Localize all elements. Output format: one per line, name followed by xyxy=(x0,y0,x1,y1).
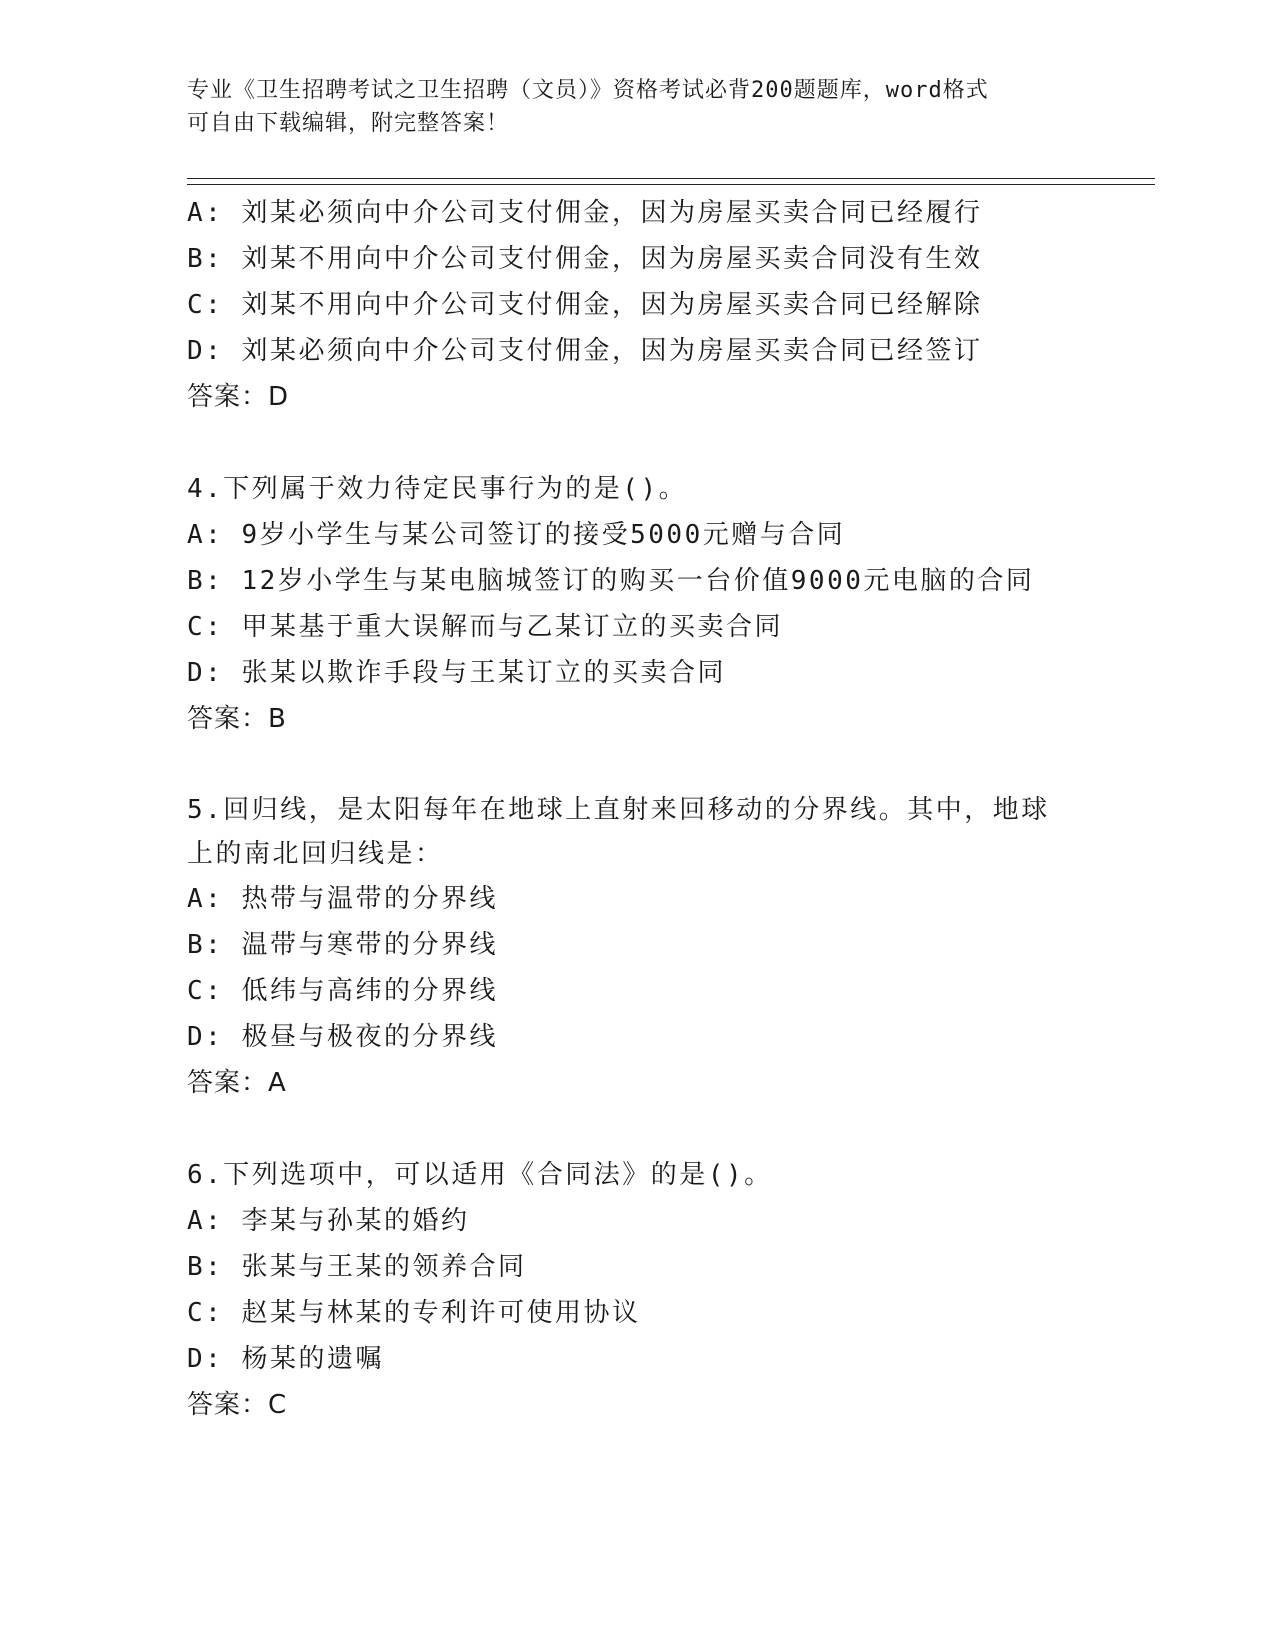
spacer xyxy=(187,742,1087,788)
header-divider-top xyxy=(187,178,1155,179)
question-list xyxy=(187,190,1087,1428)
answer-line: 答案：B xyxy=(187,704,287,734)
answer-line: 答案：A xyxy=(187,1068,287,1098)
option-a: A: 刘某必须向中介公司支付佣金，因为房屋买卖合同已经履行 xyxy=(187,198,983,228)
option-a: A: 李某与孙某的婚约 xyxy=(187,1206,470,1236)
header-divider-bottom xyxy=(187,184,1155,185)
option-c: C: 低纬与高纬的分界线 xyxy=(187,976,498,1006)
question-stem-continued: 上的南北回归线是： xyxy=(187,839,444,869)
question-block xyxy=(187,466,1087,742)
option-c: C: 甲某基于重大误解而与乙某订立的买卖合同 xyxy=(187,612,783,642)
spacer xyxy=(187,420,1087,466)
option-d: D: 杨某的遗嘱 xyxy=(187,1344,384,1374)
option-b: B: 张某与王某的领养合同 xyxy=(187,1252,527,1282)
option-d: D: 极昼与极夜的分界线 xyxy=(187,1022,498,1052)
answer-line: 答案：C xyxy=(187,1390,288,1420)
question-stem: 4.下列属于效力待定民事行为的是()。 xyxy=(187,474,688,504)
option-a: A: 热带与温带的分界线 xyxy=(187,884,498,914)
option-c: C: 赵某与林某的专利许可使用协议 xyxy=(187,1298,641,1328)
option-c: C: 刘某不用向中介公司支付佣金，因为房屋买卖合同已经解除 xyxy=(187,290,983,320)
option-a: A: 9岁小学生与某公司签订的接受5000元赠与合同 xyxy=(187,520,846,550)
spacer xyxy=(187,1106,1087,1152)
option-b: B: 12岁小学生与某电脑城签订的购买一台价值9000元电脑的合同 xyxy=(187,566,1035,596)
answer-line: 答案：D xyxy=(187,382,290,412)
question-block xyxy=(187,1152,1087,1428)
question-stem: 5.回归线，是太阳每年在地球上直射来回移动的分界线。其中，地球 xyxy=(187,795,1050,825)
option-b: B: 温带与寒带的分界线 xyxy=(187,930,498,960)
header-line-1: 专业《卫生招聘考试之卫生招聘（文员）》资格考试必背200题题库，word格式 xyxy=(187,78,989,103)
question-stem: 6.下列选项中，可以适用《合同法》的是()。 xyxy=(187,1160,773,1190)
option-d: D: 张某以欺诈手段与王某订立的买卖合同 xyxy=(187,658,726,688)
header-line-2: 可自由下载编辑，附完整答案！ xyxy=(187,111,510,136)
question-block xyxy=(187,788,1087,1106)
document-header xyxy=(187,74,1087,140)
option-d: D: 刘某必须向中介公司支付佣金，因为房屋买卖合同已经签订 xyxy=(187,336,983,366)
option-b: B: 刘某不用向中介公司支付佣金，因为房屋买卖合同没有生效 xyxy=(187,244,983,274)
question-block xyxy=(187,190,1087,420)
